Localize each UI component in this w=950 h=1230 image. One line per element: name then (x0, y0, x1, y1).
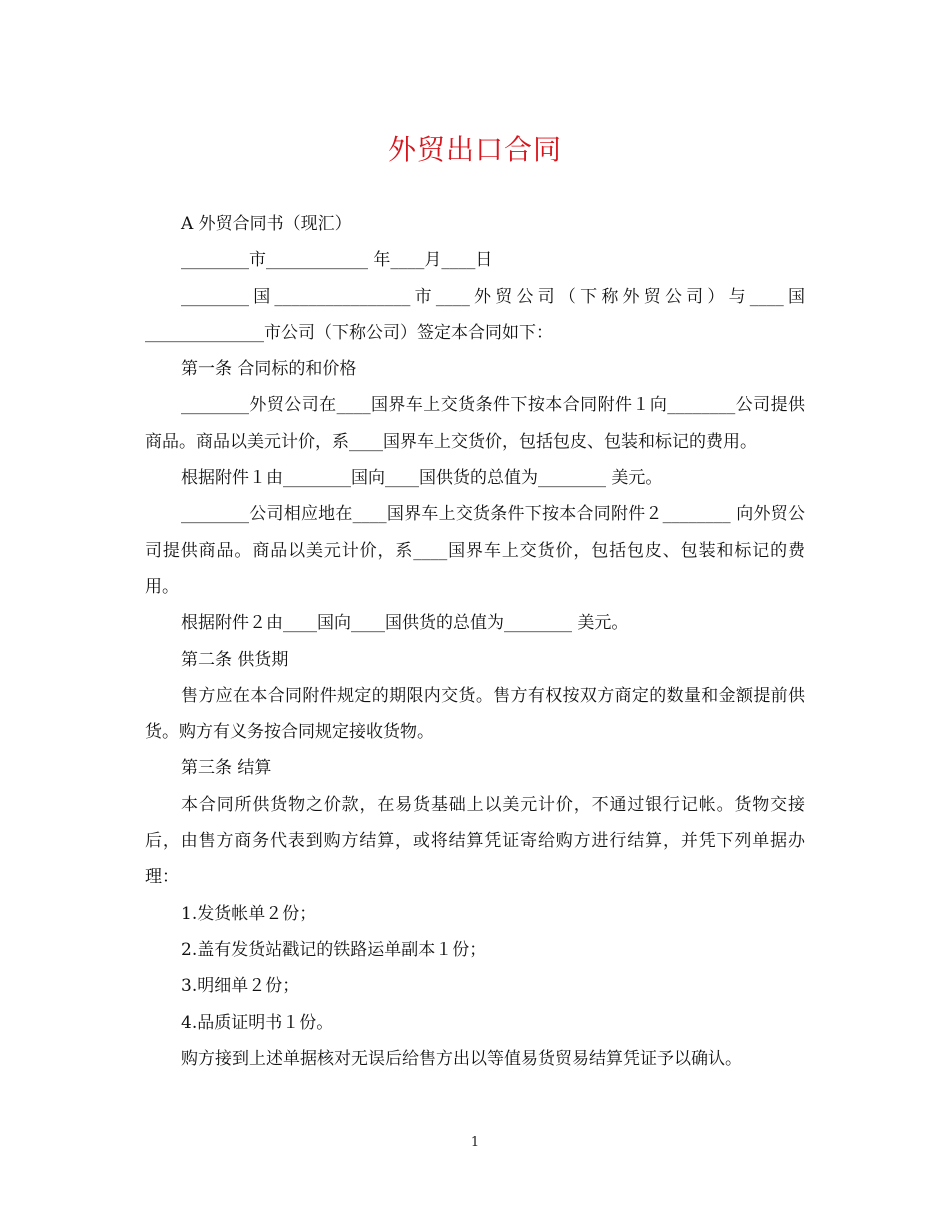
document-title: 外贸出口合同 (387, 133, 562, 166)
heading-article-1: 第一条 合同标的和价格 (181, 359, 357, 380)
paragraph-date-line: ________市____________ 年____月____日 (181, 250, 493, 271)
paragraph-article-3: 本合同所供货物之价款，在易货基础上以美元计价，不通过银行记帐。货物交接后，由售方商务代表到购方结算，或将结算凭证寄给购方进行结算，并凭下列单据办理： (145, 794, 805, 888)
list-item-quality-certificate: 4.品质证明书１份。 (181, 1012, 334, 1033)
paragraph-confirmation: 购方接到上述单据核对无误后给售方出以等值易货贸易结算凭证予以确认。 (181, 1048, 742, 1069)
paragraph-article-1-total-b: 根据附件２由____国向____国供货的总值为________ 美元。 (181, 613, 629, 634)
heading-article-2: 第二条 供货期 (181, 649, 289, 670)
page-number: 1 (470, 1135, 480, 1150)
paragraph-article-1-total-a: 根据附件１由________国向____国供货的总值为________ 美元。 (181, 468, 663, 489)
list-item-waybill: 2.盖有发货站戳记的铁路运单副本１份； (181, 939, 487, 960)
heading-article-3: 第三条 结算 (181, 758, 272, 779)
paragraph-article-2: 售方应在本合同附件规定的期限内交货。售方有权按双方商定的数量和金额提前供货。购方有义务按合同规定接收货物。 (145, 685, 805, 743)
list-item-invoice: 1.发货帐单２份； (181, 903, 317, 924)
paragraph-article-1-supply-b: ________公司相应地在____国界车上交货条件下按本合同附件２________ 向外贸公司提供商品。商品以美元计价，系____国界车上交货价，包括包皮、包装和标记的费用。 (145, 504, 805, 597)
document-body (145, 206, 805, 1077)
list-item-detail-list: 3.明细单２份； (181, 976, 300, 997)
paragraph-parties: ________国________________市____外贸公司（下称外贸公司）与____国______________市公司（下称公司）签定本合同如下： (145, 286, 805, 343)
paragraph-article-1-supply-a: ________外贸公司在____国界车上交货条件下按本合同附件１向________公司提供商品。商品以美元计价，系____国界车上交货价，包括包皮、包装和标记的费用。 (145, 395, 805, 452)
paragraph-contract-type: A 外贸合同书（现汇） (181, 214, 352, 234)
